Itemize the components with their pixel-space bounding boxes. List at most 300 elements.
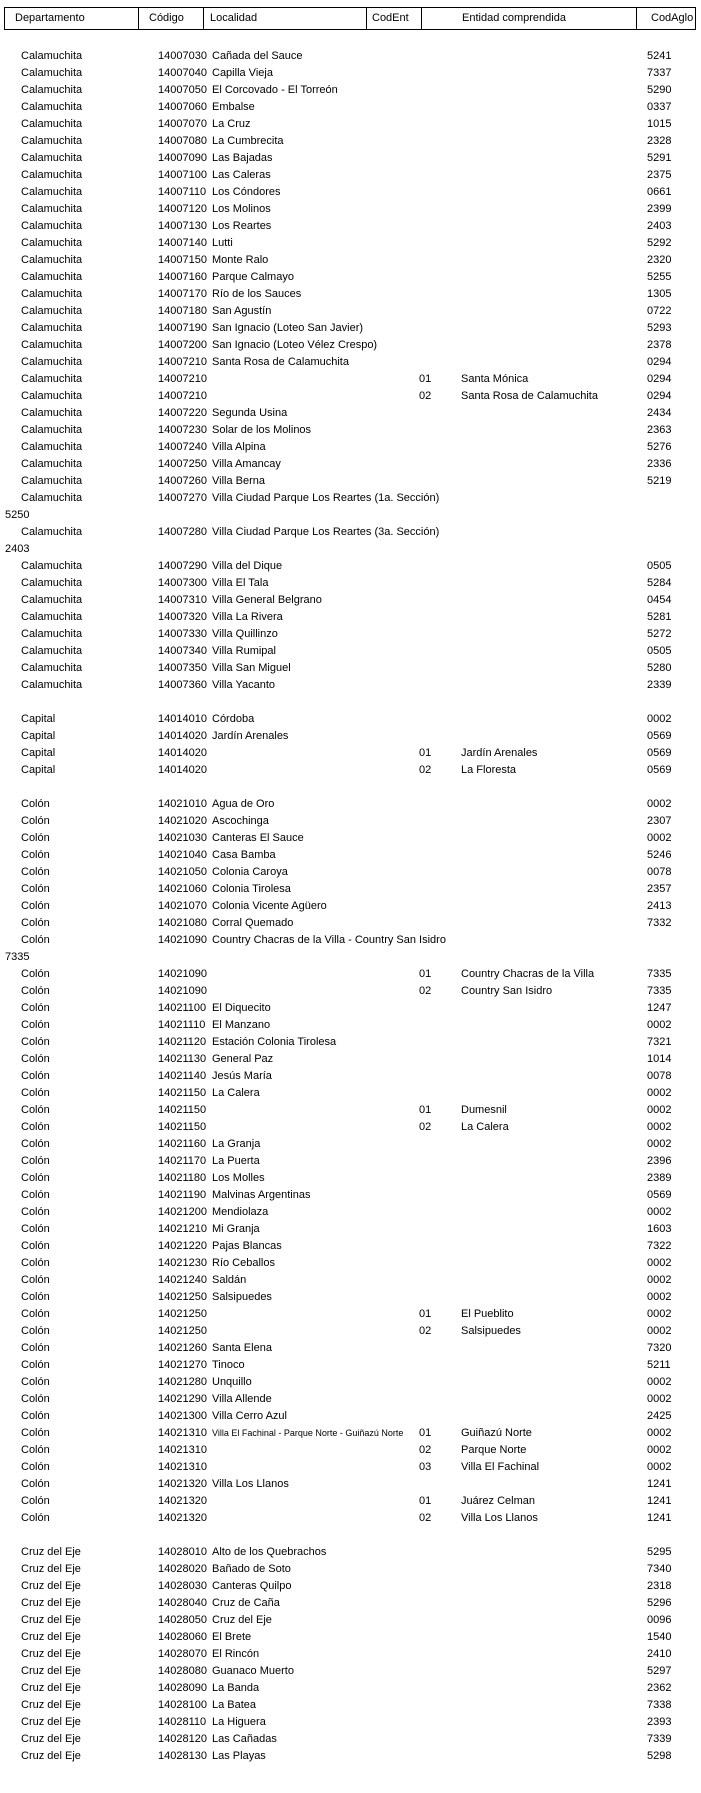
table-row xyxy=(0,592,701,609)
cell-codaglo: 5298 xyxy=(647,1750,672,1762)
cell-codaglo: 7340 xyxy=(647,1563,672,1575)
cell-codaglo: 2320 xyxy=(647,254,672,266)
table-row xyxy=(0,1510,701,1527)
cell-departamento: Calamuchita xyxy=(21,628,83,640)
cell-codigo: 14028010 xyxy=(158,1546,207,1558)
cell-codaglo: 2396 xyxy=(647,1155,672,1167)
cell-localidad: Ascochinga xyxy=(212,815,269,827)
header-departamento: Departamento xyxy=(5,8,139,29)
cell-localidad: Malvinas Argentinas xyxy=(212,1189,311,1201)
table-row xyxy=(0,1612,701,1629)
cell-codigo: 14021010 xyxy=(158,798,207,810)
table-row xyxy=(0,1578,701,1595)
cell-codigo: 14007210 xyxy=(158,373,207,385)
table-row xyxy=(0,1595,701,1612)
table-row xyxy=(0,711,701,728)
table-row xyxy=(0,728,701,745)
cell-localidad: Las Bajadas xyxy=(212,152,273,164)
cell-codigo: 14028020 xyxy=(158,1563,207,1575)
cell-codent: 02 xyxy=(419,1325,432,1337)
table-row xyxy=(0,643,701,660)
cell-codigo: 14021080 xyxy=(158,917,207,929)
cell-entidad: Villa Los Llanos xyxy=(461,1512,538,1524)
table-row xyxy=(0,167,701,184)
cell-localidad: Villa Allende xyxy=(212,1393,272,1405)
cell-entidad: El Pueblito xyxy=(461,1308,514,1320)
cell-codaglo: 2339 xyxy=(647,679,672,691)
cell-codaglo: 2434 xyxy=(647,407,672,419)
cell-departamento: Colón xyxy=(21,1036,50,1048)
table-row xyxy=(0,660,701,677)
cell-departamento: Colón xyxy=(21,1019,50,1031)
cell-codaglo: 5284 xyxy=(647,577,672,589)
table-row xyxy=(0,1306,701,1323)
table-row xyxy=(0,1748,701,1765)
header-codent: CodEnt xyxy=(367,8,422,29)
cell-codigo: 14007240 xyxy=(158,441,207,453)
cell-departamento: Calamuchita xyxy=(21,645,83,657)
cell-codigo: 14007140 xyxy=(158,237,207,249)
cell-entidad: Country Chacras de la Villa xyxy=(461,968,595,980)
table-row xyxy=(0,1017,701,1034)
table-row xyxy=(0,898,701,915)
cell-departamento: Calamuchita xyxy=(21,373,83,385)
table-row xyxy=(0,1323,701,1340)
table-row xyxy=(0,847,701,864)
table-row-wrap xyxy=(0,541,701,558)
table-row xyxy=(0,456,701,473)
cell-departamento: Colón xyxy=(21,883,50,895)
cell-codigo: 14021310 xyxy=(158,1461,207,1473)
cell-departamento: Calamuchita xyxy=(21,118,83,130)
cell-codaglo: 0294 xyxy=(647,390,672,402)
cell-codigo: 14007160 xyxy=(158,271,207,283)
cell-codaglo: 0294 xyxy=(647,356,672,368)
cell-departamento: Cruz del Eje xyxy=(21,1648,81,1660)
table-row xyxy=(0,813,701,830)
cell-codigo: 14021030 xyxy=(158,832,207,844)
cell-codigo: 14007210 xyxy=(158,390,207,402)
cell-codigo: 14007110 xyxy=(158,186,207,198)
cell-codigo: 14007210 xyxy=(158,356,207,368)
cell-departamento: Colón xyxy=(21,1410,50,1422)
cell-codigo: 14021050 xyxy=(158,866,207,878)
cell-localidad: Río de los Sauces xyxy=(212,288,302,300)
cell-codaglo: 0002 xyxy=(647,713,672,725)
cell-codigo: 14021070 xyxy=(158,900,207,912)
table-row xyxy=(0,796,701,813)
cell-localidad: Saldán xyxy=(212,1274,247,1286)
cell-codigo: 14021300 xyxy=(158,1410,207,1422)
table-row xyxy=(0,864,701,881)
cell-codigo: 14028050 xyxy=(158,1614,207,1626)
cell-codigo: 14021090 xyxy=(158,934,207,946)
cell-codaglo: 0569 xyxy=(647,1189,672,1201)
cell-departamento: Colón xyxy=(21,1087,50,1099)
table-row xyxy=(0,422,701,439)
cell-codaglo: 0569 xyxy=(647,764,672,776)
cell-departamento: Cruz del Eje xyxy=(21,1563,81,1575)
cell-codaglo: 5293 xyxy=(647,322,672,334)
cell-codigo: 14007300 xyxy=(158,577,207,589)
cell-codaglo: 0002 xyxy=(647,1257,672,1269)
cell-codigo: 14028120 xyxy=(158,1733,207,1745)
cell-codent: 01 xyxy=(419,1104,432,1116)
cell-codaglo: 5211 xyxy=(647,1359,671,1371)
cell-codigo: 14021220 xyxy=(158,1240,207,1252)
cell-localidad: Colonia Vicente Agüero xyxy=(212,900,327,912)
table-row-wrap xyxy=(0,949,701,966)
table-row xyxy=(0,1680,701,1697)
cell-entidad: Salsipuedes xyxy=(461,1325,521,1337)
table-row xyxy=(0,609,701,626)
table-row xyxy=(0,1357,701,1374)
cell-departamento: Cruz del Eje xyxy=(21,1733,81,1745)
cell-codigo: 14021260 xyxy=(158,1342,207,1354)
table-row xyxy=(0,915,701,932)
table-row xyxy=(0,218,701,235)
cell-codigo: 14021250 xyxy=(158,1291,207,1303)
cell-codaglo: 2378 xyxy=(647,339,672,351)
cell-localidad: Las Playas xyxy=(212,1750,266,1762)
cell-codaglo: 1603 xyxy=(647,1223,672,1235)
cell-codigo: 14021310 xyxy=(158,1427,207,1439)
table-row xyxy=(0,1493,701,1510)
cell-codaglo: 2363 xyxy=(647,424,672,436)
cell-codigo: 14007320 xyxy=(158,611,207,623)
cell-codaglo: 0002 xyxy=(647,1325,672,1337)
cell-codaglo: 5295 xyxy=(647,1546,672,1558)
cell-localidad: Mendiolaza xyxy=(212,1206,269,1218)
cell-codaglo: 2425 xyxy=(647,1410,672,1422)
cell-codaglo: 0002 xyxy=(647,1376,672,1388)
cell-codigo: 14028130 xyxy=(158,1750,207,1762)
table-row xyxy=(0,1391,701,1408)
table-row xyxy=(0,1255,701,1272)
cell-localidad: San Ignacio (Loteo San Javier) xyxy=(212,322,364,334)
cell-localidad: La Calera xyxy=(212,1087,260,1099)
cell-codaglo: 0294 xyxy=(647,373,672,385)
cell-codigo: 14021210 xyxy=(158,1223,207,1235)
cell-codent: 01 xyxy=(419,1308,432,1320)
table-row xyxy=(0,201,701,218)
cell-departamento: Calamuchita xyxy=(21,611,83,623)
cell-localidad: Jesús María xyxy=(212,1070,272,1082)
cell-codaglo: 2403 xyxy=(647,220,672,232)
table-row xyxy=(0,1731,701,1748)
cell-codaglo: 0002 xyxy=(647,1444,672,1456)
cell-codigo: 14007050 xyxy=(158,84,207,96)
cell-localidad: Lutti xyxy=(212,237,233,249)
cell-departamento: Colón xyxy=(21,1002,50,1014)
cell-departamento: Calamuchita xyxy=(21,220,83,232)
cell-codigo: 14007150 xyxy=(158,254,207,266)
cell-codaglo: 5272 xyxy=(647,628,672,640)
table-row xyxy=(0,626,701,643)
cell-localidad: La Batea xyxy=(212,1699,257,1711)
cell-localidad: Bañado de Soto xyxy=(212,1563,291,1575)
cell-localidad: Pajas Blancas xyxy=(212,1240,282,1252)
cell-localidad: Los Cóndores xyxy=(212,186,281,198)
cell-codaglo: 7320 xyxy=(647,1342,672,1354)
cell-localidad: La Banda xyxy=(212,1682,260,1694)
table-row xyxy=(0,1153,701,1170)
cell-codent: 01 xyxy=(419,373,432,385)
cell-codigo: 14021280 xyxy=(158,1376,207,1388)
cell-departamento: Colón xyxy=(21,1461,50,1473)
cell-codigo: 14021090 xyxy=(158,985,207,997)
cell-departamento: Calamuchita xyxy=(21,407,83,419)
cell-departamento: Calamuchita xyxy=(21,526,83,538)
cell-codent: 01 xyxy=(419,968,432,980)
cell-localidad: Country Chacras de la Villa - Country San Isidro xyxy=(212,934,446,946)
cell-entidad: La Calera xyxy=(461,1121,509,1133)
cell-codigo: 14028060 xyxy=(158,1631,207,1643)
table-row xyxy=(0,405,701,422)
cell-codaglo: 5250 xyxy=(5,509,30,521)
cell-localidad: Guanaco Muerto xyxy=(212,1665,294,1677)
table-row-wrap xyxy=(0,507,701,524)
cell-codaglo: 5246 xyxy=(647,849,672,861)
cell-departamento: Colón xyxy=(21,798,50,810)
cell-codigo: 14007280 xyxy=(158,526,207,538)
cell-codent: 02 xyxy=(419,1512,432,1524)
table-row xyxy=(0,150,701,167)
table-row xyxy=(0,116,701,133)
cell-codaglo: 0002 xyxy=(647,1121,672,1133)
cell-codent: 02 xyxy=(419,1444,432,1456)
cell-codigo: 14021020 xyxy=(158,815,207,827)
cell-codaglo: 2403 xyxy=(5,543,30,555)
table-row xyxy=(0,388,701,405)
cell-codigo: 14021320 xyxy=(158,1478,207,1490)
cell-localidad: Canteras Quilpo xyxy=(212,1580,292,1592)
cell-codigo: 14007080 xyxy=(158,135,207,147)
cell-departamento: Colón xyxy=(21,1189,50,1201)
cell-departamento: Colón xyxy=(21,1121,50,1133)
cell-localidad: El Rincón xyxy=(212,1648,260,1660)
table-row xyxy=(0,762,701,779)
cell-codaglo: 0096 xyxy=(647,1614,672,1626)
table-row xyxy=(0,575,701,592)
cell-entidad: Jardín Arenales xyxy=(461,747,538,759)
cell-codigo: 14021290 xyxy=(158,1393,207,1405)
cell-departamento: Cruz del Eje xyxy=(21,1614,81,1626)
table-row xyxy=(0,524,701,541)
cell-codaglo: 1241 xyxy=(647,1495,672,1507)
cell-localidad: Los Molles xyxy=(212,1172,265,1184)
cell-codigo: 14028090 xyxy=(158,1682,207,1694)
cell-localidad: Córdoba xyxy=(212,713,255,725)
table-row xyxy=(0,1170,701,1187)
cell-departamento: Colón xyxy=(21,1308,50,1320)
cell-codigo: 14021100 xyxy=(158,1002,207,1014)
cell-codaglo: 2362 xyxy=(647,1682,672,1694)
cell-departamento: Colón xyxy=(21,1053,50,1065)
cell-codaglo: 1540 xyxy=(647,1631,672,1643)
cell-localidad: Segunda Usina xyxy=(212,407,288,419)
cell-departamento: Colón xyxy=(21,1342,50,1354)
cell-codaglo: 2399 xyxy=(647,203,672,215)
table-row xyxy=(0,303,701,320)
cell-localidad: Las Caleras xyxy=(212,169,271,181)
cell-codaglo: 0002 xyxy=(647,1461,672,1473)
cell-localidad: Los Reartes xyxy=(212,220,272,232)
table-row xyxy=(0,1000,701,1017)
cell-codigo: 14021040 xyxy=(158,849,207,861)
cell-departamento: Colón xyxy=(21,1155,50,1167)
cell-localidad: Villa Berna xyxy=(212,475,265,487)
cell-localidad: La Cumbrecita xyxy=(212,135,284,147)
cell-departamento: Calamuchita xyxy=(21,237,83,249)
table-row xyxy=(0,1034,701,1051)
cell-departamento: Colón xyxy=(21,1376,50,1388)
table-row xyxy=(0,65,701,82)
cell-codigo: 14021180 xyxy=(158,1172,207,1184)
cell-departamento: Colón xyxy=(21,1070,50,1082)
cell-codaglo: 0002 xyxy=(647,1427,672,1439)
cell-codaglo: 5296 xyxy=(647,1597,672,1609)
cell-entidad: La Floresta xyxy=(461,764,517,776)
table-row xyxy=(0,1136,701,1153)
cell-localidad: El Diquecito xyxy=(212,1002,271,1014)
cell-localidad: Villa Ciudad Parque Los Reartes (3a. Sección) xyxy=(212,526,440,538)
cell-departamento: Colón xyxy=(21,849,50,861)
cell-codaglo: 0569 xyxy=(647,730,672,742)
table-row xyxy=(0,745,701,762)
cell-codigo: 14021310 xyxy=(158,1444,207,1456)
table-row xyxy=(0,558,701,575)
cell-codigo: 14021150 xyxy=(158,1087,207,1099)
cell-localidad: Corral Quemado xyxy=(212,917,294,929)
cell-codigo: 14007130 xyxy=(158,220,207,232)
table-row xyxy=(0,99,701,116)
cell-codigo: 14007030 xyxy=(158,50,207,62)
cell-codaglo: 5241 xyxy=(647,50,672,62)
table-row xyxy=(0,439,701,456)
cell-departamento: Colón xyxy=(21,1325,50,1337)
cell-codigo: 14007100 xyxy=(158,169,207,181)
cell-codent: 02 xyxy=(419,764,432,776)
cell-codent: 03 xyxy=(419,1461,432,1473)
cell-departamento: Calamuchita xyxy=(21,203,83,215)
cell-codaglo: 0002 xyxy=(647,1104,672,1116)
cell-localidad: San Agustín xyxy=(212,305,272,317)
cell-codigo: 14007040 xyxy=(158,67,207,79)
cell-departamento: Calamuchita xyxy=(21,135,83,147)
cell-localidad: Las Cañadas xyxy=(212,1733,277,1745)
cell-codaglo: 1015 xyxy=(647,118,672,130)
table-row xyxy=(0,1374,701,1391)
cell-codaglo: 2318 xyxy=(647,1580,672,1592)
table-row xyxy=(0,320,701,337)
cell-codaglo: 5291 xyxy=(647,152,672,164)
cell-codigo: 14007180 xyxy=(158,305,207,317)
cell-codaglo: 7322 xyxy=(647,1240,672,1252)
cell-departamento: Calamuchita xyxy=(21,254,83,266)
cell-codigo: 14021110 xyxy=(158,1019,206,1031)
cell-localidad: Jardín Arenales xyxy=(212,730,289,742)
cell-codaglo: 0002 xyxy=(647,1138,672,1150)
table-row xyxy=(0,1272,701,1289)
cell-departamento: Cruz del Eje xyxy=(21,1716,81,1728)
cell-codaglo: 0002 xyxy=(647,1087,672,1099)
table-row xyxy=(0,830,701,847)
cell-localidad: Villa Amancay xyxy=(212,458,281,470)
cell-codent: 01 xyxy=(419,747,432,759)
cell-codigo: 14007060 xyxy=(158,101,207,113)
cell-entidad: Guiñazú Norte xyxy=(461,1427,532,1439)
cell-codigo: 14014020 xyxy=(158,730,207,742)
table-row xyxy=(0,133,701,150)
cell-departamento: Calamuchita xyxy=(21,186,83,198)
cell-departamento: Calamuchita xyxy=(21,84,83,96)
table-row xyxy=(0,1289,701,1306)
cell-localidad: Santa Elena xyxy=(212,1342,272,1354)
cell-departamento: Colón xyxy=(21,1478,50,1490)
cell-codaglo: 2410 xyxy=(647,1648,672,1660)
cell-codigo: 14014020 xyxy=(158,747,207,759)
cell-codigo: 14007070 xyxy=(158,118,207,130)
table-row xyxy=(0,184,701,201)
cell-localidad: Río Ceballos xyxy=(212,1257,275,1269)
cell-localidad: Mi Granja xyxy=(212,1223,260,1235)
cell-codaglo: 0002 xyxy=(647,1274,672,1286)
cell-departamento: Cruz del Eje xyxy=(21,1580,81,1592)
cell-codigo: 14007330 xyxy=(158,628,207,640)
table-row xyxy=(0,1714,701,1731)
cell-codigo: 14028030 xyxy=(158,1580,207,1592)
cell-codaglo: 7332 xyxy=(647,917,672,929)
cell-departamento: Calamuchita xyxy=(21,67,83,79)
cell-codaglo: 5297 xyxy=(647,1665,672,1677)
cell-codaglo: 5290 xyxy=(647,84,672,96)
cell-departamento: Capital xyxy=(21,747,56,759)
cell-codaglo: 0002 xyxy=(647,1291,672,1303)
cell-codigo: 14007120 xyxy=(158,203,207,215)
cell-codaglo: 5280 xyxy=(647,662,672,674)
cell-localidad: Parque Calmayo xyxy=(212,271,294,283)
cell-departamento: Colón xyxy=(21,1172,50,1184)
table-row xyxy=(0,1459,701,1476)
table-row xyxy=(0,48,701,65)
cell-departamento: Calamuchita xyxy=(21,577,83,589)
header-codaglo: CodAglo xyxy=(651,12,694,24)
cell-departamento: Colón xyxy=(21,866,50,878)
cell-departamento: Calamuchita xyxy=(21,594,83,606)
cell-departamento: Capital xyxy=(21,730,56,742)
cell-localidad: Villa Los Llanos xyxy=(212,1478,289,1490)
cell-codigo: 14028070 xyxy=(158,1648,207,1660)
cell-departamento: Colón xyxy=(21,1359,50,1371)
cell-departamento: Calamuchita xyxy=(21,271,83,283)
cell-departamento: Cruz del Eje xyxy=(21,1631,81,1643)
table-row xyxy=(0,1663,701,1680)
cell-codigo: 14021190 xyxy=(158,1189,207,1201)
cell-codigo: 14007260 xyxy=(158,475,207,487)
cell-departamento: Colón xyxy=(21,1444,50,1456)
cell-departamento: Calamuchita xyxy=(21,679,83,691)
cell-localidad: La Granja xyxy=(212,1138,261,1150)
cell-codaglo: 2393 xyxy=(647,1716,672,1728)
cell-departamento: Cruz del Eje xyxy=(21,1750,81,1762)
cell-codaglo: 0002 xyxy=(647,832,672,844)
cell-codigo: 14021140 xyxy=(158,1070,207,1082)
cell-codaglo: 7335 xyxy=(647,968,672,980)
cell-localidad: Cruz del Eje xyxy=(212,1614,272,1626)
cell-localidad: Agua de Oro xyxy=(212,798,275,810)
cell-codigo: 14007290 xyxy=(158,560,207,572)
